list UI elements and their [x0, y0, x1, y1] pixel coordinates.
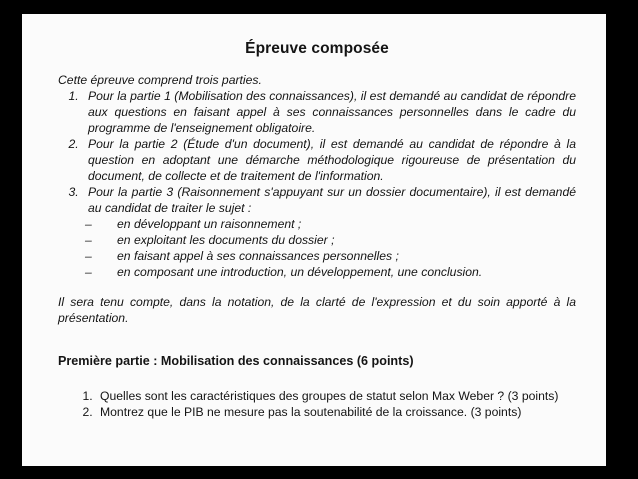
- criterion-item: [85, 232, 576, 248]
- criterion-text: en développant un raisonnement ;: [117, 217, 302, 231]
- question-1: 1. Quelles sont les caractéristiques des groupes de statut selon Max Weber ? (3 points): [96, 388, 576, 404]
- part-3-instruction: [82, 184, 576, 280]
- part-2-instruction: 2. Pour la partie 2 (Étude d'un document), il est demandé au candidat de répondre à la question en adoptant une démarche méthodologique rigoureuse de présentation du document, de collecte et de traitement de l'information.: [82, 136, 576, 184]
- section-heading: Première partie : Mobilisation des connaissances (6 points): [58, 354, 414, 368]
- parts-list: [58, 88, 576, 280]
- grading-note: Il sera tenu compte, dans la notation, de la clarté de l'expression et du soin apporté à la présentation.: [58, 295, 576, 325]
- questions-list: [58, 388, 576, 420]
- part-3-criteria-list: [85, 216, 576, 280]
- page-title: Épreuve composée: [245, 40, 389, 57]
- dash-bullet: –: [85, 233, 92, 247]
- intro-text: Cette épreuve comprend trois parties.: [58, 73, 262, 87]
- dash-bullet: –: [85, 217, 92, 231]
- criterion-text: en exploitant les documents du dossier ;: [117, 233, 335, 247]
- criterion-text: en faisant appel à ses connaissances personnelles ;: [117, 249, 399, 263]
- criterion-item: [85, 264, 576, 280]
- criterion-item: [85, 248, 576, 264]
- dash-bullet: –: [85, 249, 92, 263]
- criterion-text: en composant une introduction, un développement, une conclusion.: [117, 265, 483, 279]
- part-3-text: Pour la partie 3 (Raisonnement s'appuyant sur un dossier documentaire), il est demandé au candidat de traiter le sujet :: [88, 185, 576, 215]
- criterion-item: [85, 216, 576, 232]
- dash-bullet: –: [85, 265, 92, 279]
- question-2: 2. Montrez que le PIB ne mesure pas la soutenabilité de la croissance. (3 points): [96, 404, 576, 420]
- document-page: [22, 14, 606, 466]
- part-1-instruction: 1. Pour la partie 1 (Mobilisation des connaissances), il est demandé au candidat de répondre aux questions en faisant appel à ses connaissances personnelles dans le cadre du programme de l'enseignement obligatoire.: [82, 88, 576, 136]
